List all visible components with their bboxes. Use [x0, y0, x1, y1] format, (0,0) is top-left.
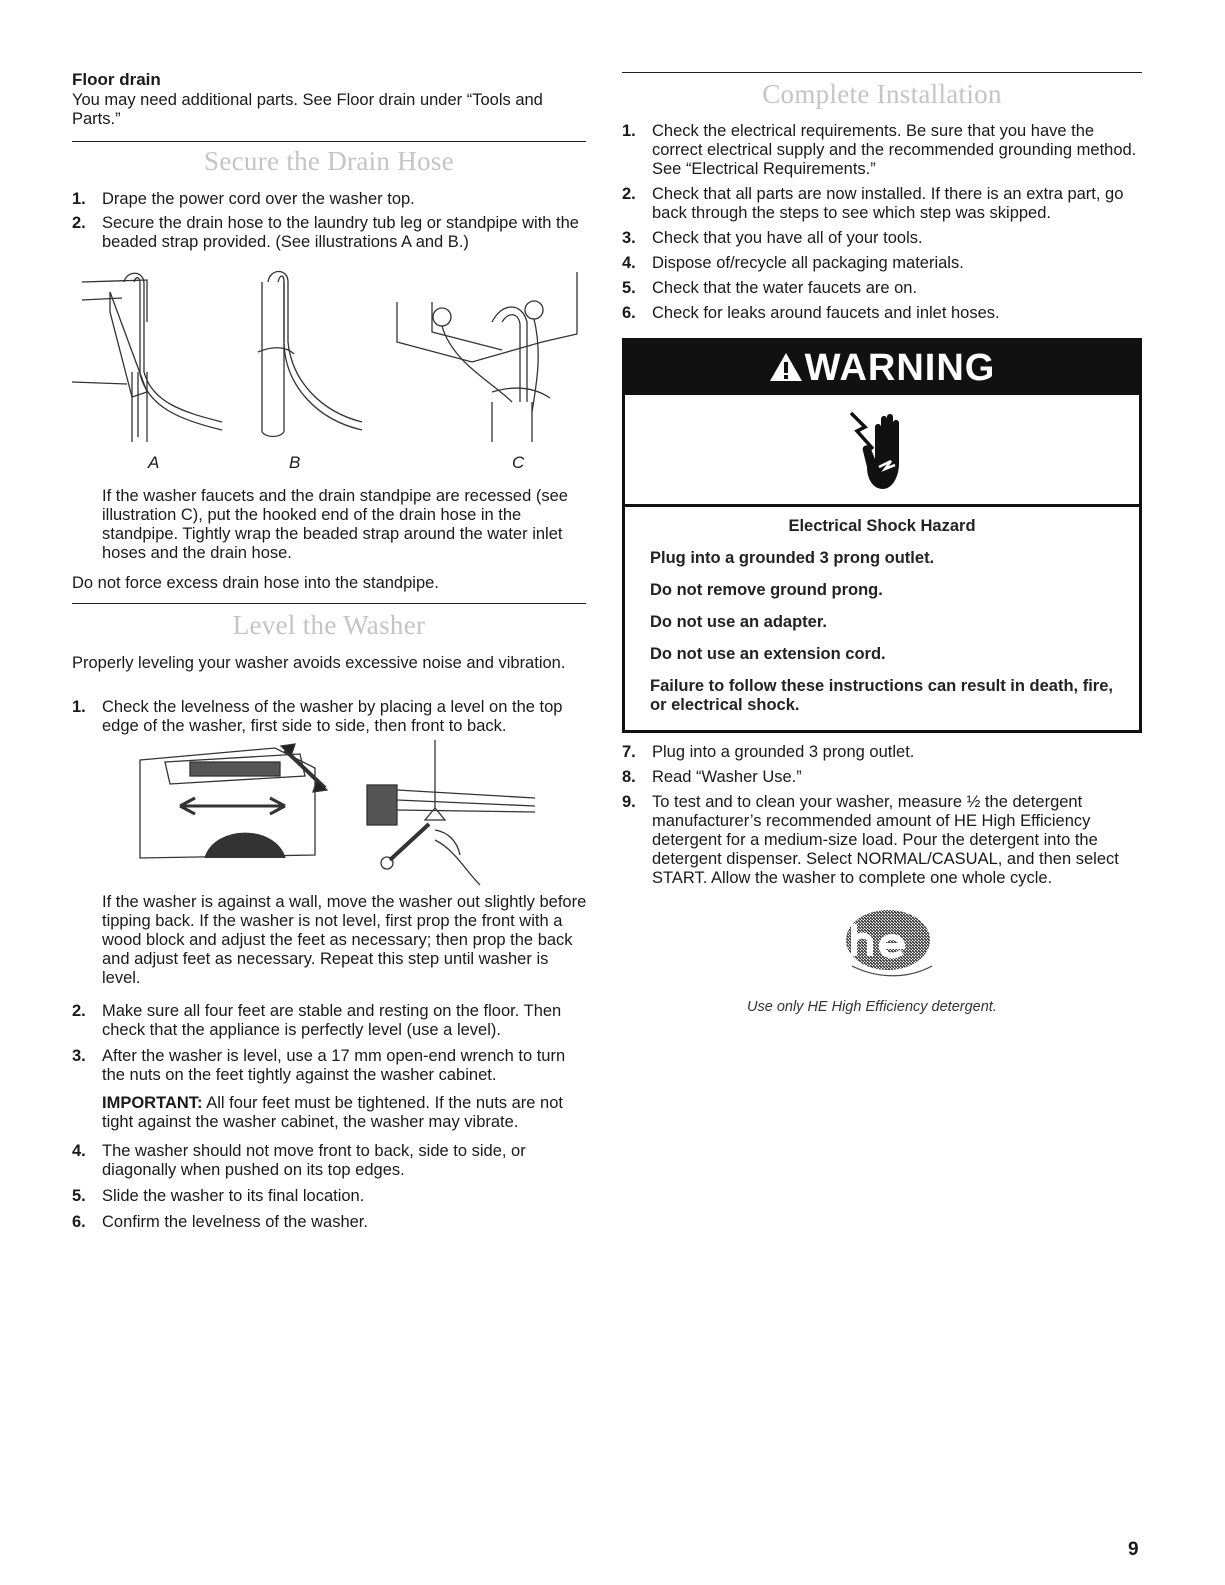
step-text: Plug into a grounded 3 prong outlet. [652, 743, 915, 761]
warning-line: Do not use an extension cord. [650, 645, 886, 663]
step-number: 5. [622, 279, 636, 297]
step-number: 1. [622, 122, 636, 140]
step-text: Check that the water faucets are on. [652, 279, 918, 297]
page-number: 9 [1128, 1539, 1139, 1560]
list-item [72, 1002, 588, 1040]
warning-body [625, 504, 1139, 715]
leveling-illustrations [135, 740, 555, 888]
level-intro: Properly leveling your washer avoids excessive noise and vibration. [72, 654, 566, 672]
list-item [72, 1047, 588, 1085]
complete-installation-heading: Complete Installation [762, 79, 1002, 109]
list-item [622, 768, 1142, 787]
step-text: Check for leaks around faucets and inlet hoses. [652, 304, 1000, 322]
illustration-label-a: A [148, 453, 160, 472]
step-text: To test and to clean your washer, measure ½ the detergent manufacturer’s recommended amount of HE High Efficiency detergent for a medium-size load. Pour the detergent into the detergent dispenser. Select NORMAL/CASUAL, and then select START. Allow the washer to complete one whole cycle. [652, 793, 1119, 887]
step-text: After the washer is level, use a 17 mm open-end wrench to turn the nuts on the feet tightly against the washer cabinet. [102, 1047, 566, 1084]
level-washer-heading: Level the Washer [232, 610, 426, 640]
step-number: 3. [72, 1047, 86, 1065]
step-text: Make sure all four feet are stable and resting on the floor. Then check that the appliance is perfectly level (use a level). [102, 1002, 562, 1039]
step-number: 2. [72, 1002, 86, 1020]
warning-title: WARNING [804, 347, 996, 389]
drain-hose-illustrations [72, 262, 592, 452]
step-number: 1. [72, 698, 86, 716]
section-divider [622, 72, 1142, 73]
step-text: Check the levelness of the washer by placing a level on the top edge of the washer, first side to side, then front to back. [102, 698, 563, 735]
warning-box [622, 338, 1142, 733]
level-step-1-note: If the washer is against a wall, move the washer out slightly before tipping back. If the washer is not level, first prop the front with a wood block and adjust the feet as necessary; then prop the back and adjust feet as necessary. Repeat this step until washer is level. [102, 893, 587, 987]
important-text: All four feet must be tightened. If the nuts are not tight against the washer cabinet, the washer may vibrate. [102, 1094, 563, 1131]
complete-steps-2 [622, 743, 1142, 888]
standpipe-note: Do not force excess drain hose into the standpipe. [72, 574, 439, 592]
warning-line: Plug into a grounded 3 prong outlet. [650, 549, 935, 567]
list-item [622, 122, 1142, 179]
important-note [102, 1094, 588, 1132]
step-text: Dispose of/recycle all packaging materials. [652, 254, 964, 272]
list-item [622, 229, 1142, 248]
recessed-instruction: If the washer faucets and the drain standpipe are recessed (see illustration C), put the hooked end of the drain hose in the standpipe. Tightly wrap the beaded strap around the water inlet hoses and the drain hose. [102, 487, 568, 562]
section-divider [72, 141, 586, 142]
illustration-label-b: B [289, 453, 301, 472]
illustration-a [72, 273, 222, 442]
list-item [72, 214, 588, 252]
he-logo-icon [840, 908, 940, 980]
step-number: 5. [72, 1187, 86, 1205]
warning-line: Failure to follow these instructions can result in death, fire, or electrical shock. [650, 677, 1113, 714]
step-text: Confirm the levelness of the washer. [102, 1213, 368, 1231]
warning-line: Do not remove ground prong. [650, 581, 883, 599]
list-item [622, 279, 1142, 298]
step-number: 9. [622, 793, 636, 811]
step-text: Slide the washer to its final location. [102, 1187, 365, 1205]
step-number: 4. [622, 254, 636, 272]
step-text: Read “Washer Use.” [652, 768, 802, 786]
section-divider [72, 603, 586, 604]
step-text: The washer should not move front to back, side to side, or diagonally when pushed on its top edges. [102, 1142, 526, 1179]
step-text: Check that all parts are now installed. If there is an extra part, go back through the steps to see which step was skipped. [652, 185, 1124, 222]
list-item [622, 793, 1142, 888]
washer-top-illustration [140, 744, 327, 858]
secure-drain-hose-heading: Secure the Drain Hose [204, 146, 454, 176]
step-number: 2. [622, 185, 636, 203]
step-text: Drape the power cord over the washer top. [102, 190, 415, 208]
warning-header [625, 341, 1139, 395]
step-number: 6. [72, 1213, 86, 1231]
illustration-label-c: C [512, 453, 525, 472]
illustration-c [397, 272, 577, 442]
list-item [622, 254, 1142, 273]
he-detergent-caption: Use only HE High Efficiency detergent. [747, 999, 997, 1015]
list-item [72, 1187, 588, 1206]
electrical-shock-hand-icon [843, 405, 923, 495]
warning-line: Do not use an adapter. [650, 613, 827, 631]
list-item [72, 1213, 588, 1232]
list-item [622, 304, 1142, 323]
step-text: Check that you have all of your tools. [652, 229, 923, 247]
step-number: 3. [622, 229, 636, 247]
list-item [622, 185, 1142, 223]
step-number: 7. [622, 743, 636, 761]
secure-steps [72, 190, 588, 252]
level-steps-2 [72, 1142, 588, 1232]
warning-triangle-icon [769, 352, 803, 382]
list-item [622, 743, 1142, 762]
floor-drain-text: You may need additional parts. See Floor drain under “Tools and Parts.” [72, 91, 543, 128]
illustration-b [258, 272, 362, 437]
step-number: 4. [72, 1142, 86, 1160]
step-number: 1. [72, 190, 86, 208]
level-step-1 [72, 698, 588, 736]
list-item [72, 1142, 588, 1180]
list-item [72, 190, 588, 209]
warning-hazard-title: Electrical Shock Hazard [788, 517, 976, 535]
foot-adjust-illustration [367, 740, 535, 885]
floor-drain-title: Floor drain [72, 70, 161, 89]
step-number: 2. [72, 214, 86, 232]
complete-steps [622, 122, 1142, 323]
important-label: IMPORTANT: [102, 1094, 203, 1112]
level-steps [72, 1002, 588, 1085]
step-number: 8. [622, 768, 636, 786]
step-text: Check the electrical requirements. Be sure that you have the correct electrical supply and the recommended grounding method. See “Electrical Requirements.” [652, 122, 1137, 178]
step-text: Secure the drain hose to the laundry tub leg or standpipe with the beaded strap provided. (See illustrations A and B.) [102, 214, 579, 251]
step-number: 6. [622, 304, 636, 322]
